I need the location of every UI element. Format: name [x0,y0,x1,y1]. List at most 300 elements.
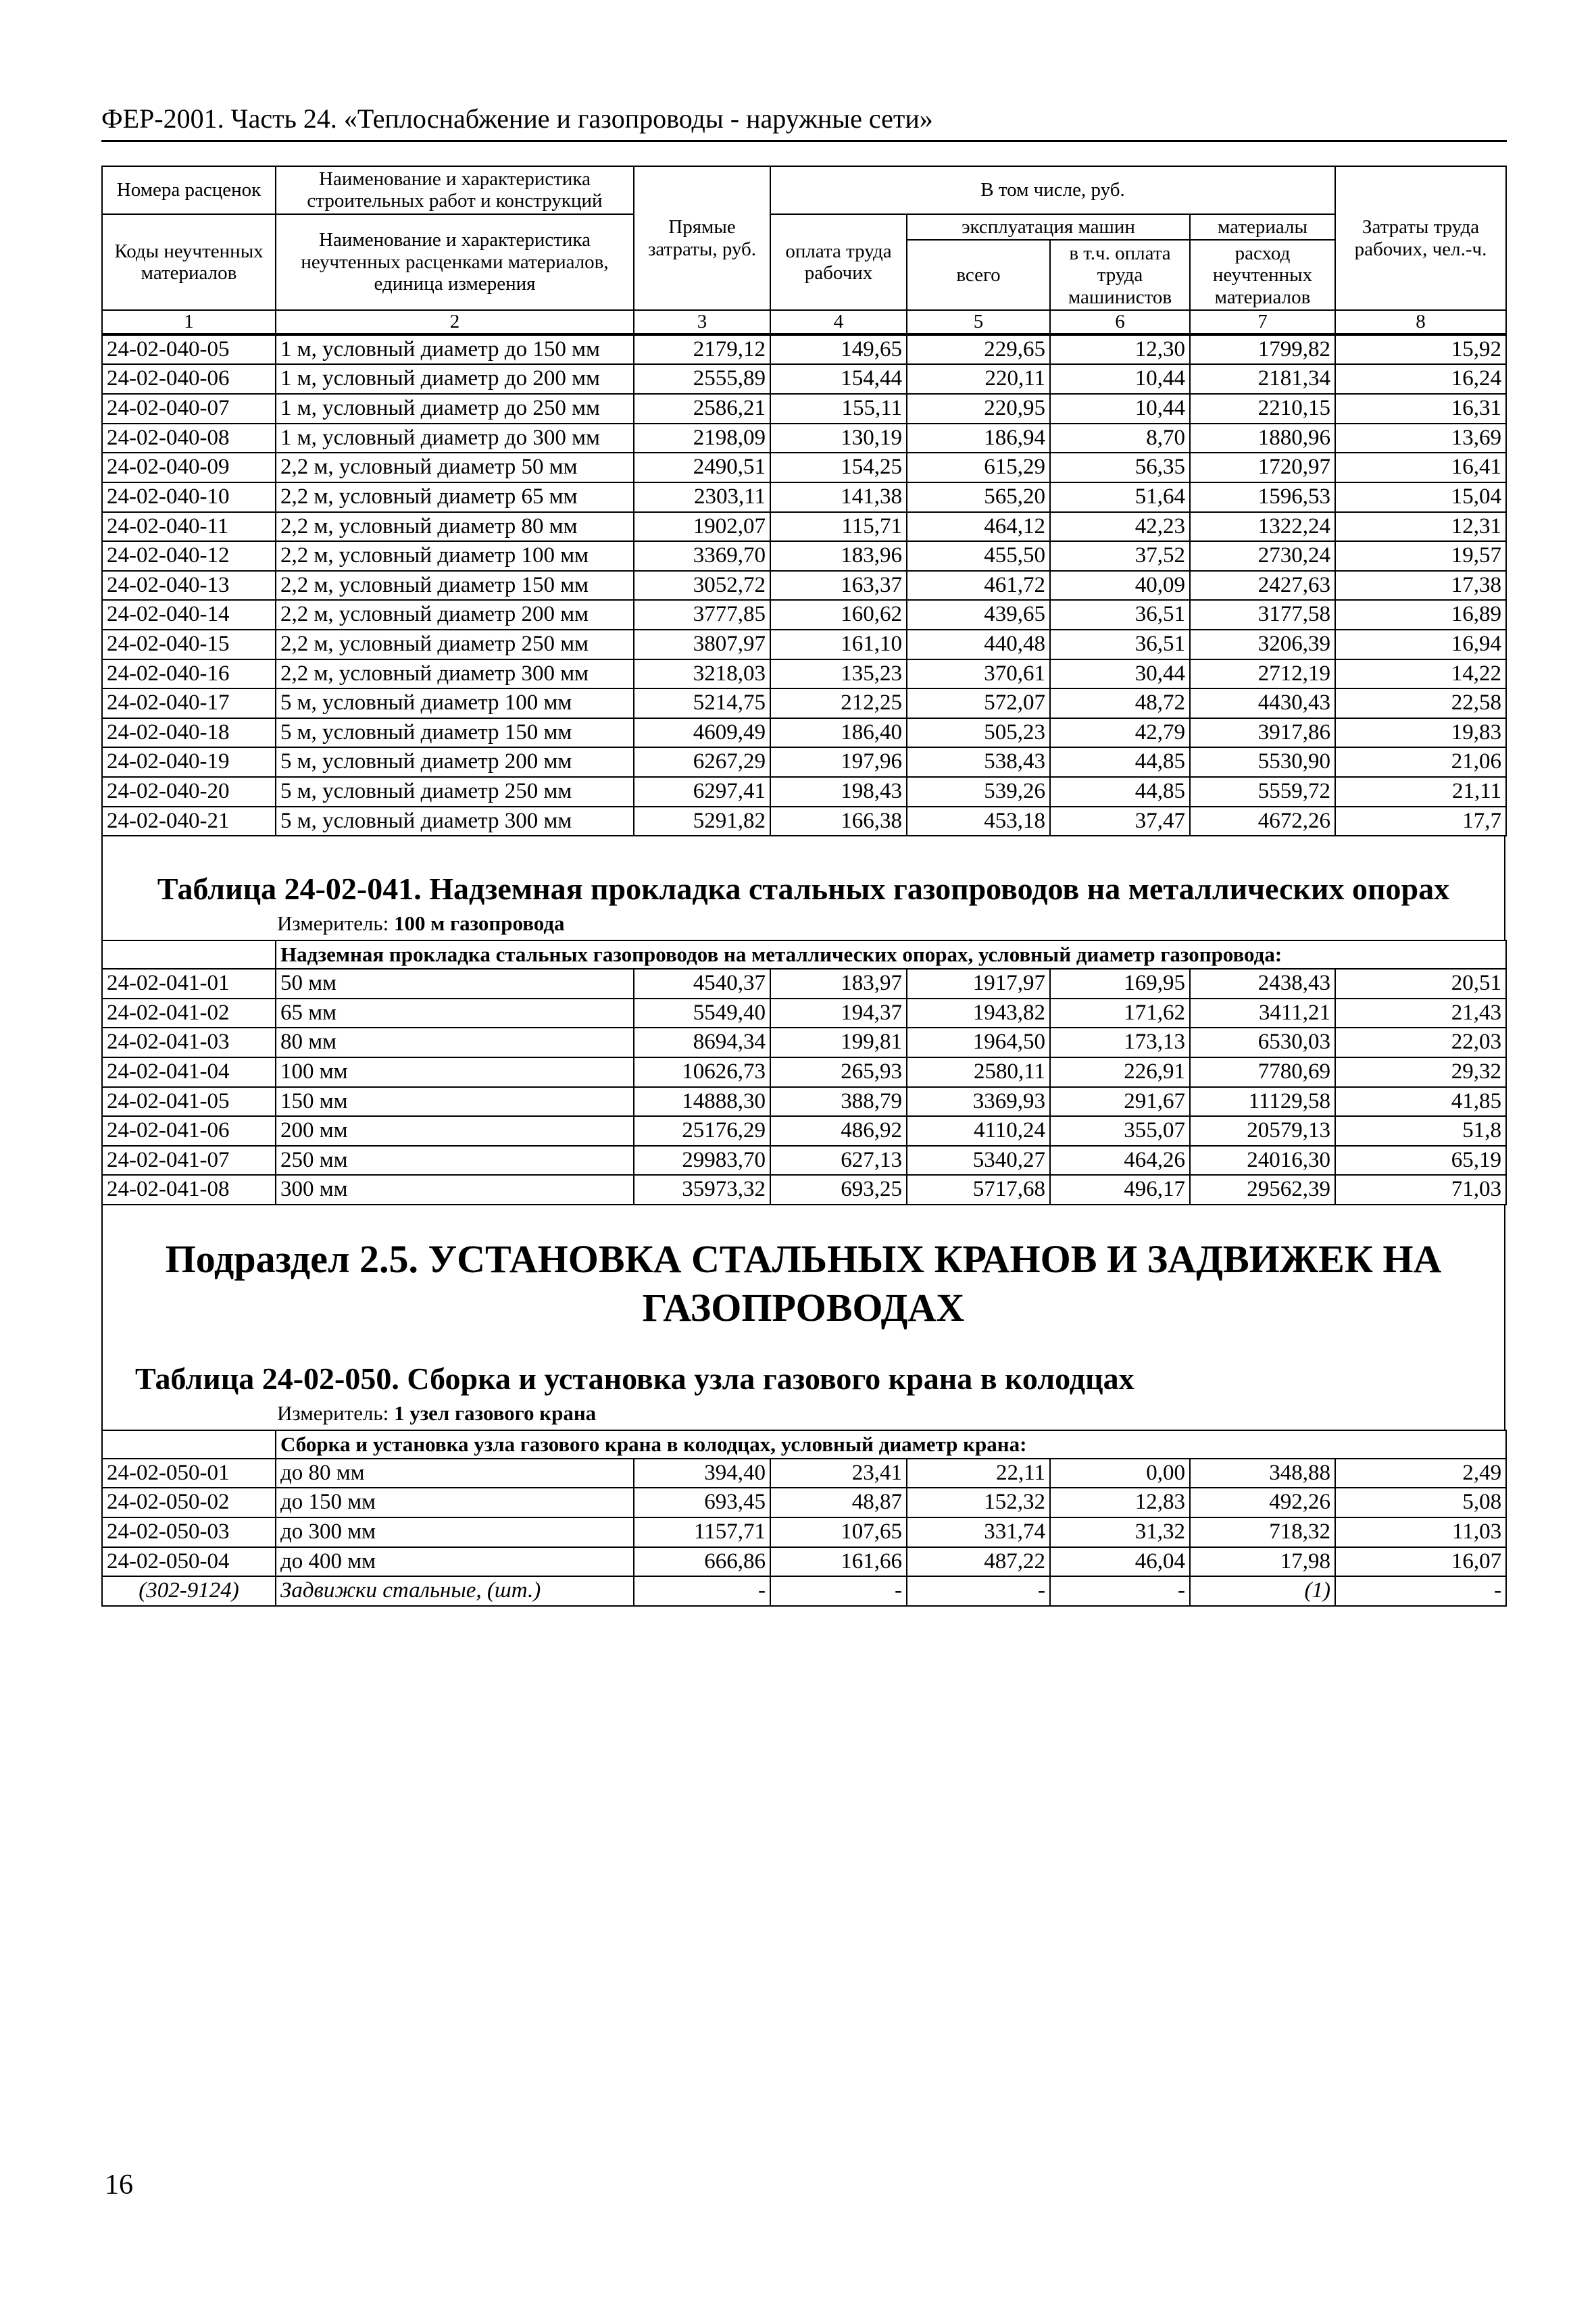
cell-machines: 220,95 [907,394,1050,424]
cell-operators: 10,44 [1050,364,1190,394]
cell-machines: 565,20 [907,482,1050,512]
table-row [102,1057,1506,1087]
cell-direct: 6297,41 [634,777,770,807]
rate-code: 24-02-040-10 [102,482,276,512]
rate-code: 24-02-040-09 [102,453,276,482]
cell-materials: 5530,90 [1190,747,1335,777]
cell-direct: 35973,32 [634,1175,770,1205]
work-description: 2,2 м, условный диаметр 300 мм [276,659,634,689]
cell-hours: 19,83 [1335,718,1506,748]
cell-hours: 2,49 [1335,1459,1506,1488]
cell-direct: 5549,40 [634,999,770,1028]
cell-direct: 25176,29 [634,1116,770,1146]
work-description: 2,2 м, условный диаметр 100 мм [276,541,634,571]
cell-machines: - [907,1576,1050,1606]
cell-labor: 154,44 [770,364,907,394]
col1-header-bottom: Коды неучтенных материалов [102,214,276,310]
table-row [102,1459,1506,1488]
cell-hours: 16,89 [1335,600,1506,630]
work-description: до 400 мм [276,1547,634,1577]
cell-direct: 3807,97 [634,630,770,659]
work-description: 2,2 м, условный диаметр 65 мм [276,482,634,512]
rate-code: 24-02-050-02 [102,1488,276,1517]
rate-code: 24-02-040-13 [102,571,276,601]
col2-header-top: Наименование и характеристика строительных работ и конструкций [276,166,634,214]
cell-labor: 183,97 [770,969,907,999]
cell-labor: 163,37 [770,571,907,601]
spacer [101,836,1505,863]
work-description: 5 м, условный диаметр 250 мм [276,777,634,807]
table-row [102,394,1506,424]
cell-direct: 394,40 [634,1459,770,1488]
cell-machines: 615,29 [907,453,1050,482]
cell-hours: 16,24 [1335,364,1506,394]
incl-header: В том числе, руб. [770,166,1335,214]
cell-materials: 2427,63 [1190,571,1335,601]
cell-materials: 3206,39 [1190,630,1335,659]
cell-labor: 160,62 [770,600,907,630]
cell-operators: 37,47 [1050,807,1190,836]
work-description: 2,2 м, условный диаметр 50 мм [276,453,634,482]
table-row [102,999,1506,1028]
work-description: 300 мм [276,1175,634,1205]
cell-operators: - [1050,1576,1190,1606]
cell-hours: 16,07 [1335,1547,1506,1577]
rate-code: 24-02-040-18 [102,718,276,748]
cell-direct: 2490,51 [634,453,770,482]
work-description: 5 м, условный диаметр 100 мм [276,688,634,718]
rate-code: 24-02-040-05 [102,335,276,365]
cell-machines: 1917,97 [907,969,1050,999]
cell-labor: 23,41 [770,1459,907,1488]
cell-machines: 229,65 [907,335,1050,365]
col-number: 6 [1050,310,1190,333]
cell-materials: 1880,96 [1190,424,1335,453]
rate-code: 24-02-040-08 [102,424,276,453]
work-description: 50 мм [276,969,634,999]
cell-hours: 13,69 [1335,424,1506,453]
col-number: 5 [907,310,1050,333]
cell-machines: 22,11 [907,1459,1050,1488]
cell-operators: 464,26 [1050,1146,1190,1176]
cell-operators: 37,52 [1050,541,1190,571]
cell-labor: 199,81 [770,1028,907,1057]
cell-labor: 627,13 [770,1146,907,1176]
cell-operators: 40,09 [1050,571,1190,601]
rate-code: 24-02-050-03 [102,1517,276,1547]
cell-operators: 30,44 [1050,659,1190,689]
cell-machines: 464,12 [907,512,1050,542]
cell-operators: 51,64 [1050,482,1190,512]
cell-labor: 486,92 [770,1116,907,1146]
work-description: 1 м, условный диаметр до 300 мм [276,424,634,453]
measure-value: 1 узел газового крана [393,1401,597,1426]
cell-machines: 455,50 [907,541,1050,571]
cell-operators: 171,62 [1050,999,1190,1028]
cell-materials: 24016,30 [1190,1146,1335,1176]
col2-header-bottom: Наименование и характеристика неучтенных расценками материалов, единица измерения [276,214,634,310]
col5-header: всего [907,240,1050,310]
cell-labor: 197,96 [770,747,907,777]
subsection-title: Подраздел 2.5. УСТАНОВКА СТАЛЬНЫХ КРАНОВ И ЗАДВИЖЕК НА ГАЗОПРОВОДАХ [101,1205,1505,1353]
machines-header: эксплуатация машин [907,214,1190,240]
cell-labor: 149,65 [770,335,907,365]
cell-labor: 161,66 [770,1547,907,1577]
rate-code: 24-02-040-15 [102,630,276,659]
rate-code: 24-02-041-07 [102,1146,276,1176]
cell-machines: 4110,24 [907,1116,1050,1146]
cell-materials: 1720,97 [1190,453,1335,482]
work-description: 1 м, условный диаметр до 250 мм [276,394,634,424]
cell-materials: 348,88 [1190,1459,1335,1488]
group-row [102,940,1506,969]
cell-machines: 152,32 [907,1488,1050,1517]
table-row [102,453,1506,482]
col7-header: расход неучтенных материалов [1190,240,1335,310]
table-row [102,747,1506,777]
cell-materials: 6530,03 [1190,1028,1335,1057]
cell-direct: 4540,37 [634,969,770,999]
work-description: 1 м, условный диаметр до 200 мм [276,364,634,394]
table-row [102,1116,1506,1146]
cell-direct: 6267,29 [634,747,770,777]
cell-materials: 29562,39 [1190,1175,1335,1205]
rate-code: 24-02-050-04 [102,1547,276,1577]
cell-hours: 21,06 [1335,747,1506,777]
table-050-measure [101,1397,1505,1430]
cell-operators: 173,13 [1050,1028,1190,1057]
cell-labor: 212,25 [770,688,907,718]
cell-hours: 12,31 [1335,512,1506,542]
material-name: Задвижки стальные, (шт.) [276,1576,634,1606]
table-050-group-title: Сборка и установка узла газового крана в колодцах, условный диаметр крана: [276,1430,1506,1459]
rate-code: 24-02-041-02 [102,999,276,1028]
work-description: 200 мм [276,1116,634,1146]
cell-direct: 3369,70 [634,541,770,571]
cell-direct: 2555,89 [634,364,770,394]
col1-header-top: Номера расценок [102,166,276,214]
rate-code: 24-02-041-01 [102,969,276,999]
table-row [102,630,1506,659]
cell-operators: 0,00 [1050,1459,1190,1488]
rate-code: 24-02-041-03 [102,1028,276,1057]
cell-materials: 718,32 [1190,1517,1335,1547]
table-row [102,482,1506,512]
cell-direct: 3218,03 [634,659,770,689]
cell-operators: 46,04 [1050,1547,1190,1577]
cell-labor: 130,19 [770,424,907,453]
cell-labor: 194,37 [770,999,907,1028]
work-description: 65 мм [276,999,634,1028]
table-row [102,600,1506,630]
cell-direct: 5291,82 [634,807,770,836]
measure-value: 100 м газопровода [393,911,565,936]
col6-header: в т.ч. оплата труда машинистов [1050,240,1190,310]
cell-machines: 539,26 [907,777,1050,807]
cell-materials: 2181,34 [1190,364,1335,394]
cell-materials: 4672,26 [1190,807,1335,836]
table-row [102,688,1506,718]
cell-direct: 14888,30 [634,1087,770,1117]
cell-direct: 4609,49 [634,718,770,748]
cell-materials: 2438,43 [1190,969,1335,999]
cell-direct: 10626,73 [634,1057,770,1087]
cell-machines: 186,94 [907,424,1050,453]
cell-labor: 115,71 [770,512,907,542]
cell-machines: 1964,50 [907,1028,1050,1057]
cell-direct: 693,45 [634,1488,770,1517]
table-row [102,512,1506,542]
table-row [102,807,1506,836]
cell-materials: 3177,58 [1190,600,1335,630]
cell-hours: 21,43 [1335,999,1506,1028]
cell-machines: 370,61 [907,659,1050,689]
group-row [102,1430,1506,1459]
cell-hours: 16,41 [1335,453,1506,482]
cell-labor: 155,11 [770,394,907,424]
work-description: 2,2 м, условный диаметр 150 мм [276,571,634,601]
rate-code: 24-02-040-07 [102,394,276,424]
col8-header: Затраты труда рабочих, чел.-ч. [1335,166,1506,310]
table-24-02-050 [101,1430,1507,1607]
work-description: до 150 мм [276,1488,634,1517]
cell-labor: 166,38 [770,807,907,836]
rate-code: 24-02-040-21 [102,807,276,836]
cell-materials: 2210,15 [1190,394,1335,424]
col-number: 2 [276,310,634,333]
cell-direct: 8694,34 [634,1028,770,1057]
table-row [102,659,1506,689]
cell-operators: 496,17 [1050,1175,1190,1205]
work-description: до 300 мм [276,1517,634,1547]
table-050-title: Таблица 24-02-050. Сборка и установка узла газового крана в колодцах [101,1353,1505,1397]
table-row [102,335,1506,365]
rate-code: 24-02-040-11 [102,512,276,542]
rate-code: 24-02-050-01 [102,1459,276,1488]
table-row [102,718,1506,748]
table-row [102,541,1506,571]
cell-hours: 15,04 [1335,482,1506,512]
cell-hours: 15,92 [1335,335,1506,365]
materials-header: материалы [1190,214,1335,240]
work-description: до 80 мм [276,1459,634,1488]
rate-code: 24-02-041-04 [102,1057,276,1087]
cell-labor: 161,10 [770,630,907,659]
work-description: 1 м, условный диаметр до 150 мм [276,335,634,365]
work-description: 5 м, условный диаметр 300 мм [276,807,634,836]
cell-hours: 19,57 [1335,541,1506,571]
cell-labor: 48,87 [770,1488,907,1517]
cell-operators: 291,67 [1050,1087,1190,1117]
table-24-02-041 [101,940,1507,1205]
rate-code: 24-02-041-06 [102,1116,276,1146]
cell-labor: 693,25 [770,1175,907,1205]
table-row [102,1146,1506,1176]
cell-materials: 20579,13 [1190,1116,1335,1146]
work-description: 2,2 м, условный диаметр 200 мм [276,600,634,630]
cell-labor: 154,25 [770,453,907,482]
cell-hours: 16,31 [1335,394,1506,424]
cell-hours: 11,03 [1335,1517,1506,1547]
table-row [102,424,1506,453]
cell-operators: 226,91 [1050,1057,1190,1087]
cell-operators: 8,70 [1050,424,1190,453]
cell-labor: 107,65 [770,1517,907,1547]
cell-machines: 439,65 [907,600,1050,630]
table-041-measure [101,907,1505,940]
page-number: 16 [105,2169,133,2200]
cell-machines: 331,74 [907,1517,1050,1547]
cell-operators: 31,32 [1050,1517,1190,1547]
table-row [102,1175,1506,1205]
cell-operators: 169,95 [1050,969,1190,999]
cell-operators: 44,85 [1050,747,1190,777]
table-row [102,1087,1506,1117]
cell-materials: 2730,24 [1190,541,1335,571]
cell-direct: 1157,71 [634,1517,770,1547]
rate-code: 24-02-040-06 [102,364,276,394]
cell-labor: 141,38 [770,482,907,512]
cell-machines: 572,07 [907,688,1050,718]
cell-operators: 42,23 [1050,512,1190,542]
cell-operators: 56,35 [1050,453,1190,482]
page-header: ФЕР-2001. Часть 24. «Теплоснабжение и газопроводы - наружные сети» [101,103,1507,142]
cell-machines: 220,11 [907,364,1050,394]
table-row [102,1488,1506,1517]
cell-hours: 17,7 [1335,807,1506,836]
cell-hours: - [1335,1576,1506,1606]
cell-machines: 538,43 [907,747,1050,777]
group-blank [102,1430,276,1459]
cell-materials: 3917,86 [1190,718,1335,748]
col-number: 1 [102,310,276,333]
column-header-table [101,166,1507,334]
rate-code: 24-02-041-05 [102,1087,276,1117]
cell-hours: 22,58 [1335,688,1506,718]
material-code: (302-9124) [102,1576,276,1606]
cell-hours: 17,38 [1335,571,1506,601]
cell-hours: 51,8 [1335,1116,1506,1146]
cell-operators: 36,51 [1050,630,1190,659]
unaccounted-material-row [102,1576,1506,1606]
table-row [102,777,1506,807]
work-description: 2,2 м, условный диаметр 250 мм [276,630,634,659]
cell-machines: 5340,27 [907,1146,1050,1176]
cell-materials: 17,98 [1190,1547,1335,1577]
cell-machines: 453,18 [907,807,1050,836]
cell-direct: 666,86 [634,1547,770,1577]
col4-header: оплата труда рабочих [770,214,907,310]
cell-materials: 7780,69 [1190,1057,1335,1087]
rate-code: 24-02-040-12 [102,541,276,571]
cell-hours: 5,08 [1335,1488,1506,1517]
work-description: 150 мм [276,1087,634,1117]
cell-materials: 11129,58 [1190,1087,1335,1117]
cell-hours: 22,03 [1335,1028,1506,1057]
cell-hours: 21,11 [1335,777,1506,807]
cell-materials: 2712,19 [1190,659,1335,689]
cell-direct: 3777,85 [634,600,770,630]
rate-code: 24-02-040-14 [102,600,276,630]
cell-machines: 461,72 [907,571,1050,601]
cell-direct: 29983,70 [634,1146,770,1176]
cell-direct: 2586,21 [634,394,770,424]
table-row [102,1547,1506,1577]
cell-labor: 388,79 [770,1087,907,1117]
cell-labor: 186,40 [770,718,907,748]
cell-operators: 12,83 [1050,1488,1190,1517]
cell-hours: 29,32 [1335,1057,1506,1087]
work-description: 250 мм [276,1146,634,1176]
cell-materials: 1322,24 [1190,512,1335,542]
col3-header: Прямые затраты, руб. [634,166,770,310]
rate-code: 24-02-040-20 [102,777,276,807]
cell-machines: 487,22 [907,1547,1050,1577]
cell-materials: 492,26 [1190,1488,1335,1517]
cell-hours: 16,94 [1335,630,1506,659]
cell-labor: - [770,1576,907,1606]
cell-materials: 3411,21 [1190,999,1335,1028]
table-041-title: Таблица 24-02-041. Надземная прокладка стальных газопроводов на металлических опорах [101,863,1505,907]
cell-materials: 1596,53 [1190,482,1335,512]
work-description: 80 мм [276,1028,634,1057]
cell-operators: 355,07 [1050,1116,1190,1146]
cell-materials: 1799,82 [1190,335,1335,365]
cell-operators: 48,72 [1050,688,1190,718]
rate-code: 24-02-040-17 [102,688,276,718]
col-number: 3 [634,310,770,333]
measure-label: Измеритель: [277,911,389,936]
rates-table-frame [101,166,1505,1607]
work-description: 2,2 м, условный диаметр 80 мм [276,512,634,542]
cell-machines: 5717,68 [907,1175,1050,1205]
work-description: 100 мм [276,1057,634,1087]
cell-labor: 265,93 [770,1057,907,1087]
cell-hours: 41,85 [1335,1087,1506,1117]
column-numbers-row [102,310,1506,333]
measure-label: Измеритель: [277,1401,389,1426]
table-row [102,1028,1506,1057]
cell-operators: 10,44 [1050,394,1190,424]
cell-direct: 2303,11 [634,482,770,512]
table-row [102,1517,1506,1547]
cell-operators: 36,51 [1050,600,1190,630]
cell-labor: 183,96 [770,541,907,571]
cell-hours: 65,19 [1335,1146,1506,1176]
rate-code: 24-02-041-08 [102,1175,276,1205]
cell-materials: (1) [1190,1576,1335,1606]
cell-hours: 20,51 [1335,969,1506,999]
col-number: 8 [1335,310,1506,333]
cell-direct: 2179,12 [634,335,770,365]
table-24-02-040-body [101,334,1507,836]
table-row [102,364,1506,394]
rate-code: 24-02-040-16 [102,659,276,689]
cell-direct: - [634,1576,770,1606]
cell-labor: 198,43 [770,777,907,807]
cell-operators: 44,85 [1050,777,1190,807]
rate-code: 24-02-040-19 [102,747,276,777]
col-number: 7 [1190,310,1335,333]
table-row [102,969,1506,999]
table-row [102,571,1506,601]
cell-machines: 1943,82 [907,999,1050,1028]
cell-machines: 3369,93 [907,1087,1050,1117]
cell-direct: 3052,72 [634,571,770,601]
cell-materials: 4430,43 [1190,688,1335,718]
cell-materials: 5559,72 [1190,777,1335,807]
cell-hours: 71,03 [1335,1175,1506,1205]
